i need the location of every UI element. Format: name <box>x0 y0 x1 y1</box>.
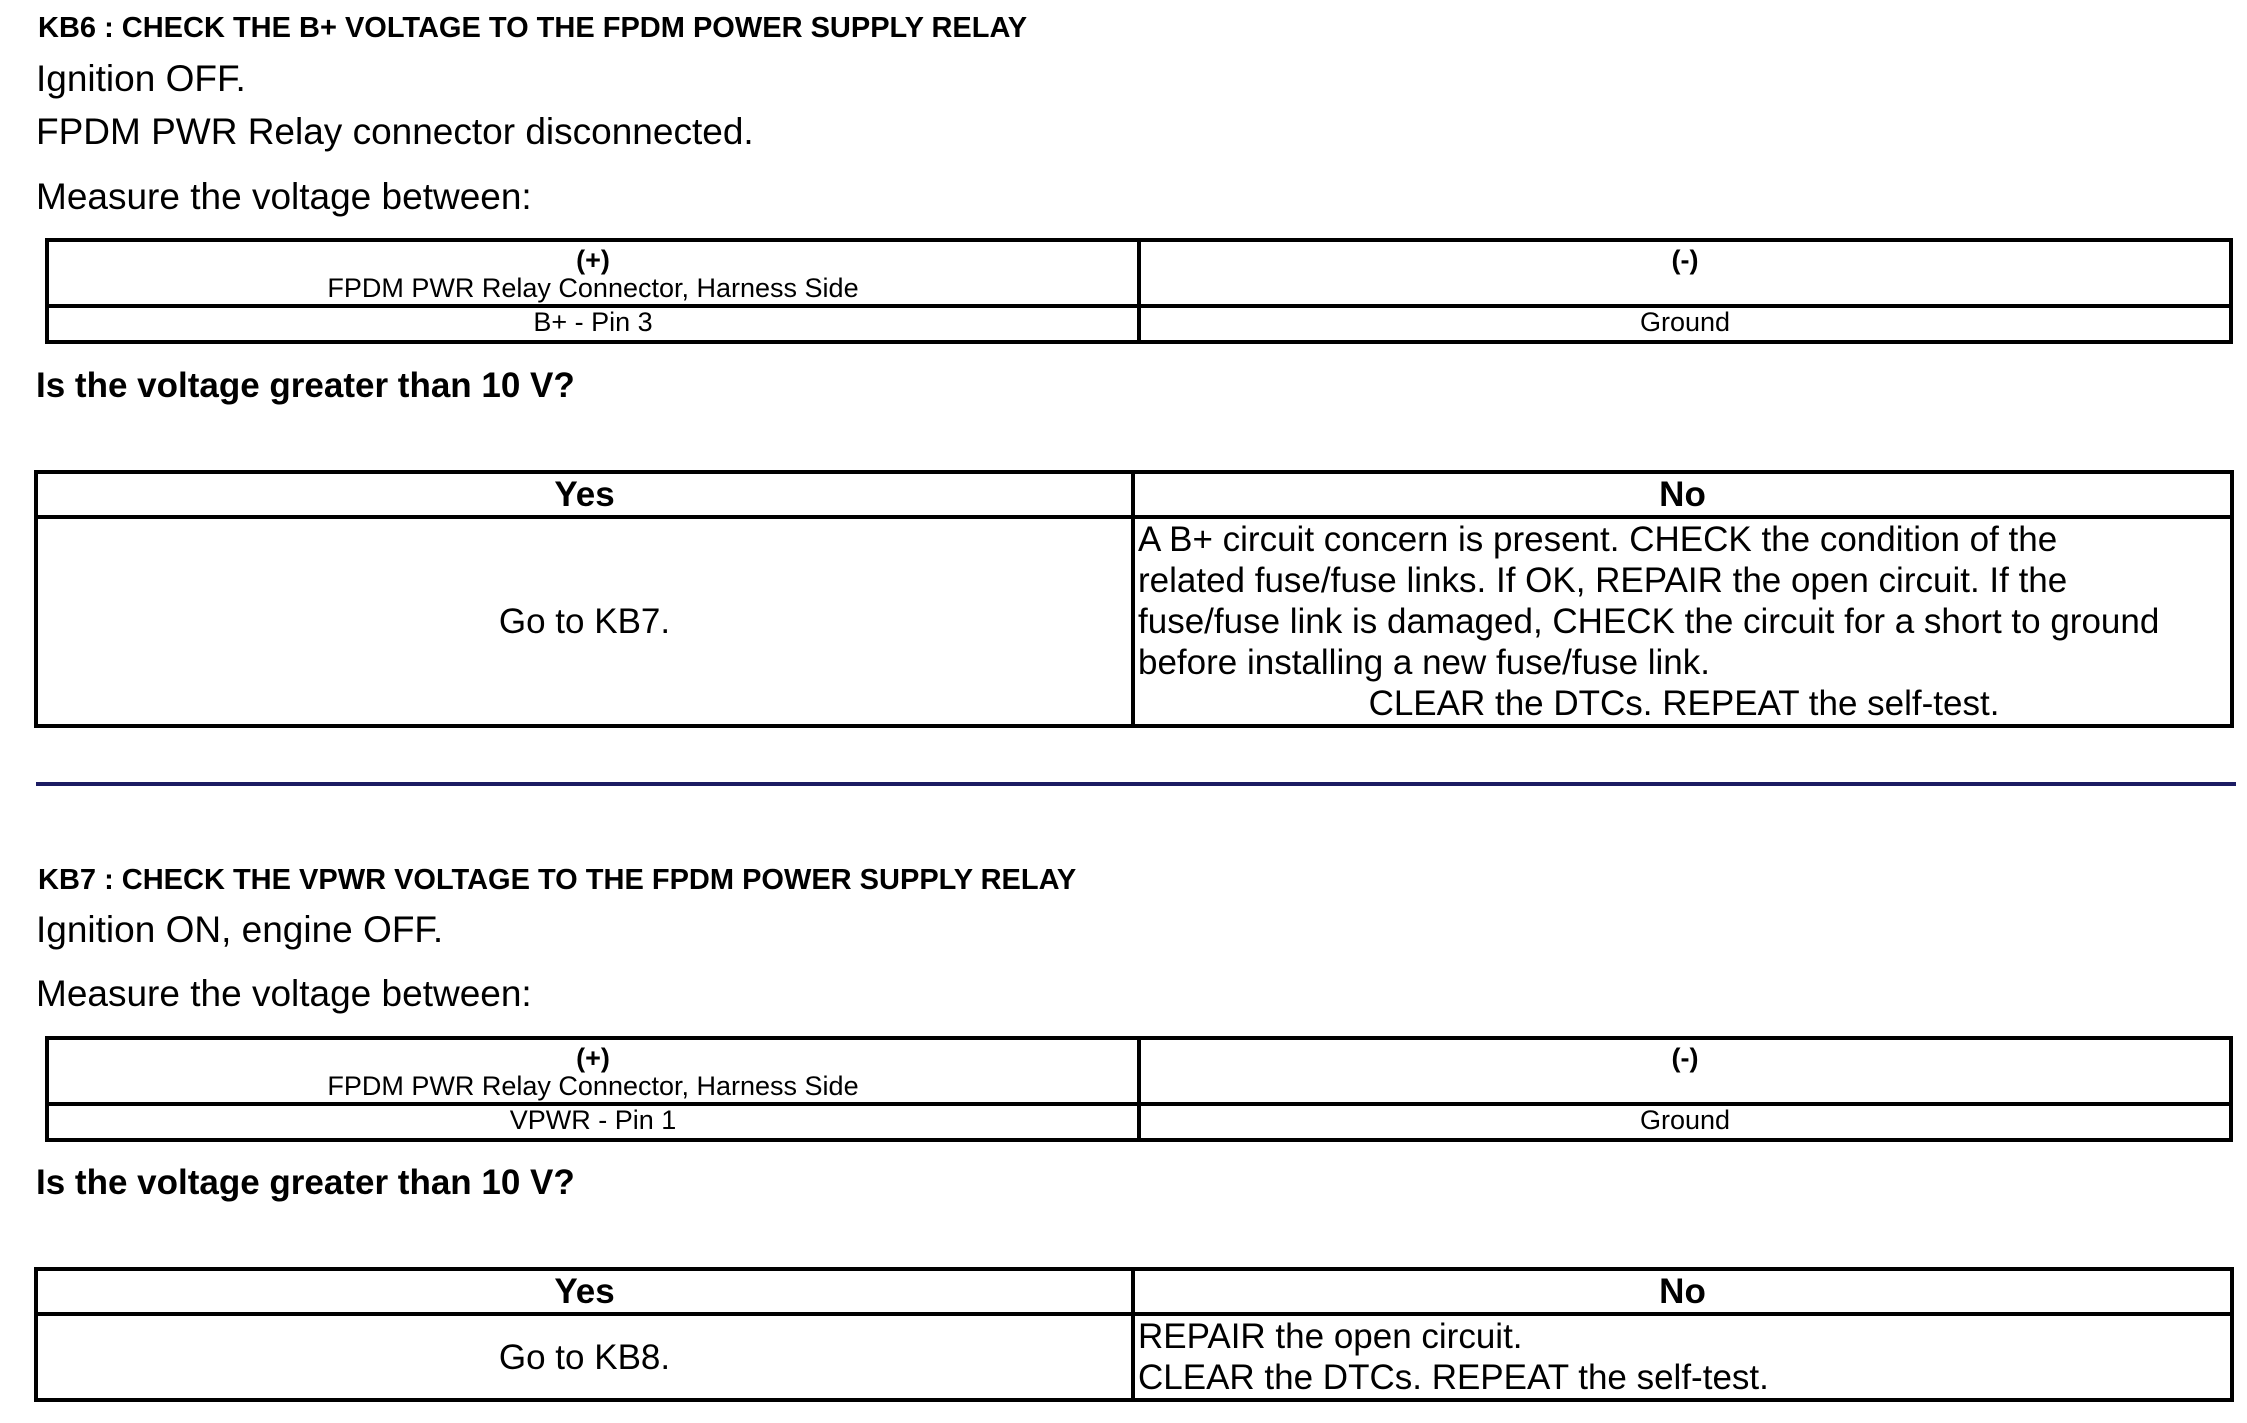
step-kb7-result-table <box>34 1267 2234 1402</box>
step-kb6-title: KB6 : CHECK THE B+ VOLTAGE TO THE FPDM POWER SUPPLY RELAY <box>38 12 1028 44</box>
step-kb6-measure-label: Measure the voltage between: <box>36 176 532 217</box>
kb6-no-action-line-4: before installing a new fuse/fuse link. <box>1138 643 1710 682</box>
kb7-plus-header: (+) <box>576 1043 610 1073</box>
kb7-plus-subheader: FPDM PWR Relay Connector, Harness Side <box>327 1071 859 1101</box>
kb7-no-header: No <box>1133 1269 2232 1314</box>
kb6-minus-value: Ground <box>1139 306 2231 342</box>
kb6-no-header: No <box>1133 472 2232 517</box>
step-kb6-condition-ignition: Ignition OFF. <box>36 58 246 99</box>
kb6-minus-header: (-) <box>1671 245 1699 275</box>
kb7-minus-value: Ground <box>1139 1104 2231 1140</box>
kb6-plus-header-cell <box>47 240 1139 306</box>
kb7-yes-action: Go to KB8. <box>36 1314 1133 1400</box>
kb6-plus-subheader: FPDM PWR Relay Connector, Harness Side <box>327 273 859 303</box>
kb7-plus-value: VPWR - Pin 1 <box>47 1104 1139 1140</box>
step-kb7-measure-label: Measure the voltage between: <box>36 973 532 1014</box>
step-kb6-measurement-table <box>45 238 2233 344</box>
kb7-no-action-line-2: CLEAR the DTCs. REPEAT the self-test. <box>1138 1358 1769 1397</box>
kb6-yes-header: Yes <box>36 472 1133 517</box>
kb6-yes-action: Go to KB7. <box>36 517 1133 726</box>
kb7-no-action <box>1133 1314 2232 1400</box>
kb6-plus-value: B+ - Pin 3 <box>47 306 1139 342</box>
kb7-no-action-line-1: REPAIR the open circuit. <box>1138 1317 1523 1356</box>
kb6-no-action-final: CLEAR the DTCs. REPEAT the self-test. <box>1368 684 2000 723</box>
step-kb6-condition-connector: FPDM PWR Relay connector disconnected. <box>36 111 754 152</box>
kb6-minus-header-cell <box>1139 240 2231 306</box>
kb6-no-action <box>1133 517 2232 726</box>
step-kb7-title: KB7 : CHECK THE VPWR VOLTAGE TO THE FPDM POWER SUPPLY RELAY <box>38 864 1077 896</box>
kb6-no-action-line-3: fuse/fuse link is damaged, CHECK the circuit for a short to ground <box>1138 602 2160 641</box>
kb7-minus-header-cell <box>1139 1038 2231 1104</box>
kb7-minus-header: (-) <box>1671 1043 1699 1073</box>
step-kb7-question: Is the voltage greater than 10 V? <box>36 1163 575 1202</box>
step-kb7-measurement-table <box>45 1036 2233 1142</box>
kb6-no-action-line-2: related fuse/fuse links. If OK, REPAIR the open circuit. If the <box>1138 561 2068 600</box>
kb7-yes-header: Yes <box>36 1269 1133 1314</box>
step-kb6-result-table <box>34 470 2234 728</box>
kb6-plus-header: (+) <box>576 245 610 275</box>
kb6-no-action-line-1: A B+ circuit concern is present. CHECK the condition of the <box>1138 520 2058 559</box>
section-divider <box>36 782 2236 786</box>
kb7-plus-header-cell <box>47 1038 1139 1104</box>
step-kb6-question: Is the voltage greater than 10 V? <box>36 366 575 405</box>
step-kb7-condition-ignition: Ignition ON, engine OFF. <box>36 909 444 950</box>
